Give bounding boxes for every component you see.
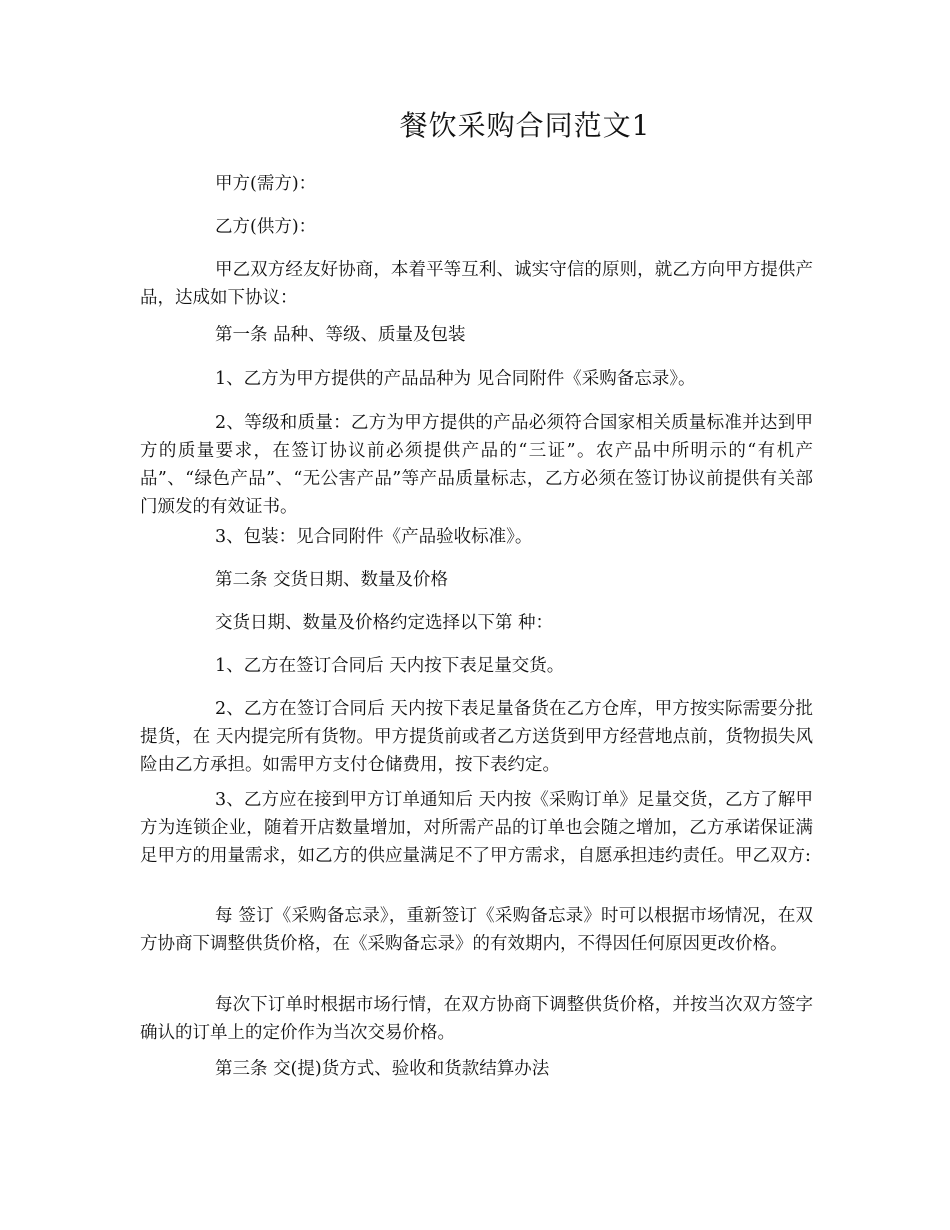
paragraph-intro: 甲乙双方经友好协商，本着平等互利、诚实守信的原则，就乙方向甲方提供产品，达成如下协议： [140,260,813,308]
paragraph-2-intro: 交货日期、数量及价格约定选择以下第 种： [215,613,554,633]
paragraph-1-1: 1、乙方为甲方提供的产品品种为 见合同附件《采购备忘录》。 [215,369,696,389]
paragraph-2-order: 每次下订单时根据市场行情，在双方协商下调整供货价格，并按当次双方签字确认的订单上的定价作为当次交易价格。 [140,995,813,1043]
article-1-heading: 第一条 品种、等级、质量及包装 [215,325,466,345]
paragraph-2-memo: 每 签订《采购备忘录》，重新签订《采购备忘录》时可以根据市场情况，在双方协商下调整供货价格，在《采购备忘录》的有效期内，不得因任何原因更改价格。 [140,906,813,954]
paragraph-party-a: 甲方(需方)： [215,174,317,194]
paragraph-1-2: 2、等级和质量：乙方为甲方提供的产品必须符合国家相关质量标准并达到甲方的质量要求，在签订协议前必须提供产品的“三证”。农产品中所明示的“有机产品”、“绿色产品”、“无公害产品”等产品质量标志，乙方必须在签订协议前提供有关部门颁发的有效证书。 [140,413,813,517]
paragraph-2-1: 1、乙方在签订合同后 天内按下表足量交货。 [215,656,565,676]
paragraph-party-b: 乙方(供方)： [215,217,317,237]
article-3-heading: 第三条 交(提)货方式、验收和货款结算办法 [215,1059,550,1079]
document-title: 餐饮采购合同范文1 [399,109,651,142]
paragraph-2-3: 3、乙方应在接到甲方订单通知后 天内按《采购订单》足量交货，乙方了解甲方为连锁企业，随着开店数量增加，对所需产品的订单也会随之增加，乙方承诺保证满足甲方的用量需求，如乙方的供应量满足不了甲方需求，自愿承担违约责任。甲乙双方: [140,790,813,866]
article-2-heading: 第二条 交货日期、数量及价格 [215,570,449,590]
paragraph-1-3: 3、包装：见合同附件《产品验收标准》。 [215,527,533,547]
paragraph-2-2: 2、乙方在签订合同后 天内按下表足量备货在乙方仓库，甲方按实际需要分批提货，在 天内提完所有货物。甲方提货前或者乙方送货到甲方经营地点前，货物损失风险由乙方承担。如需甲方支付仓储费用，按下表约定。 [140,699,813,775]
